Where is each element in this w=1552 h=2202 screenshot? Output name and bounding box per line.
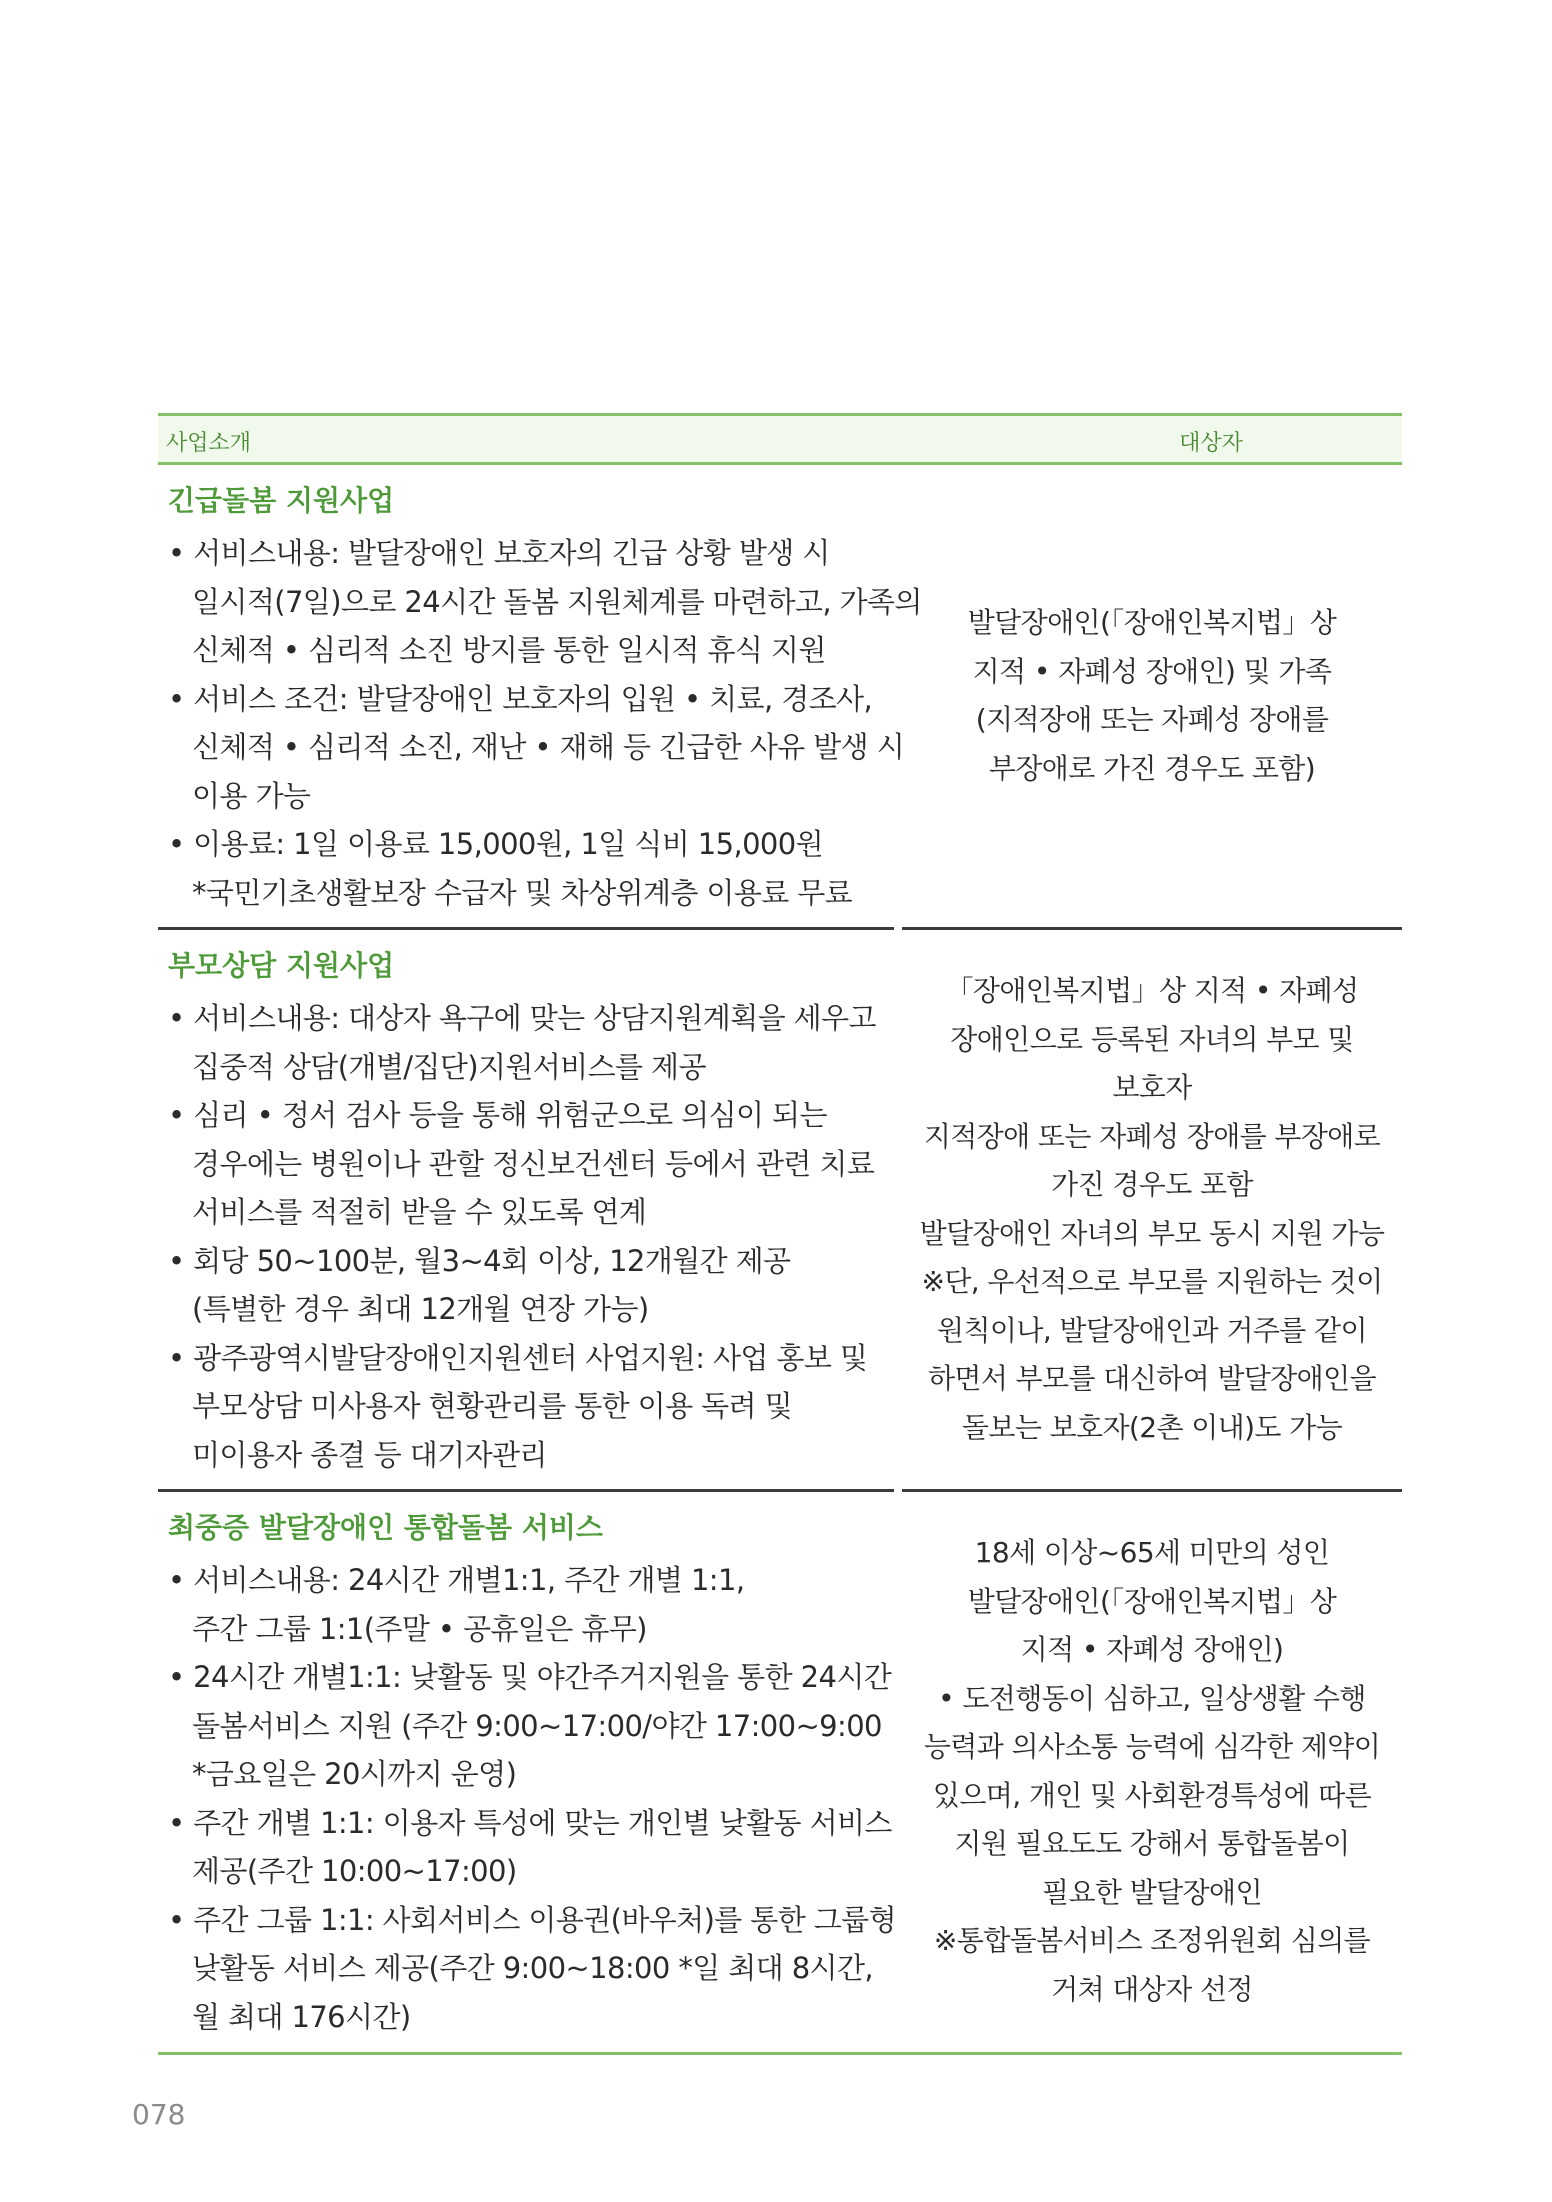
target-line: 능력과 의사소통 능력에 심각한 제약이 xyxy=(923,1730,1381,1763)
bullet-item: • 심리 • 정서 검사 등을 통해 위험군으로 의심이 되는 xyxy=(168,1098,827,1132)
target-line: 있으며, 개인 및 사회환경특성에 따른 xyxy=(932,1778,1372,1812)
bullet-continuation: *국민기초생활보장 수급자 및 차상위계층 이용료 무료 xyxy=(192,875,853,910)
program-table xyxy=(158,413,1402,2051)
table-bottom-rule xyxy=(158,2052,1402,2055)
target-line: 필요한 발달장애인 xyxy=(1042,1875,1262,1909)
bullet-continuation: *금요일은 20시까지 운영) xyxy=(192,1757,517,1791)
bullet-continuation: 집중적 상담(개별/집단)지원서비스를 제공 xyxy=(192,1049,706,1084)
bullet-item: • 서비스 조건: 발달장애인 보호자의 입원 • 치료, 경조사, xyxy=(168,681,873,716)
table-row xyxy=(158,1492,1402,2051)
target-line: (지적장애 또는 자폐성 장애를 xyxy=(975,703,1329,736)
bullet-continuation: 미이용자 종결 등 대기자관리 xyxy=(192,1437,547,1472)
bullet-item: • 서비스내용: 발달장애인 보호자의 긴급 상황 발생 시 xyxy=(168,536,830,570)
header-intro: 사업소개 xyxy=(166,431,252,456)
program-title: 부모상담 지원사업 xyxy=(168,949,395,982)
program-title: 최중증 발달장애인 통합돌봄 서비스 xyxy=(168,1511,603,1544)
target-line: 장애인으로 등록된 자녀의 부모 및 xyxy=(950,1022,1354,1056)
program-intro-cell xyxy=(158,465,922,930)
target-cell xyxy=(902,930,1402,1492)
header-target: 대상자 xyxy=(1179,431,1243,456)
target-line: 보호자 xyxy=(1112,1071,1192,1104)
target-line: ※통합돌봄서비스 조정위원회 심의를 xyxy=(933,1924,1371,1957)
bullet-item: • 회당 50~100분, 월3~4회 이상, 12개월간 제공 xyxy=(168,1243,791,1278)
target-line: ※단, 우선적으로 부모를 지원하는 것이 xyxy=(921,1265,1383,1298)
table-row xyxy=(158,930,1402,1492)
page-number: 078 xyxy=(132,2098,186,2131)
target-line: • 도전행동이 심하고, 일상생활 수행 xyxy=(938,1681,1366,1715)
target-line: 지적 • 자폐성 장애인) 및 가족 xyxy=(972,654,1332,688)
bullet-continuation: 이용 가능 xyxy=(192,778,311,813)
bullet-item: • 이용료: 1일 이용료 15,000원, 1일 식비 15,000원 xyxy=(168,827,824,861)
target-line: 「장애인복지법」상 지적 • 자폐성 xyxy=(945,974,1359,1007)
target-line: 지적장애 또는 자폐성 장애를 부장애로 xyxy=(923,1119,1381,1153)
target-line: 가진 경우도 포함 xyxy=(1051,1168,1253,1201)
bullet-continuation: 제공(주간 10:00~17:00) xyxy=(192,1854,517,1888)
bullet-continuation: 경우에는 병원이나 관할 정신보건센터 등에서 관련 치료 xyxy=(192,1146,875,1181)
bullet-item: • 주간 개별 1:1: 이용자 특성에 맞는 개인별 낮활동 서비스 xyxy=(168,1805,892,1840)
target-line: 부장애로 가진 경우도 포함) xyxy=(988,751,1316,785)
target-line: 발달장애인(「장애인복지법」상 xyxy=(967,1584,1337,1618)
bullet-continuation: 신체적 • 심리적 소진 방지를 통한 일시적 휴식 지원 xyxy=(192,633,826,667)
bullet-item: • 24시간 개별1:1: 낮활동 및 야간주거지원을 통한 24시간 xyxy=(168,1660,892,1694)
table-body xyxy=(158,465,1402,2051)
target-line: 거쳐 대상자 선정 xyxy=(1051,1972,1253,2006)
bullet-continuation: 서비스를 적절히 받을 수 있도록 연계 xyxy=(192,1195,647,1229)
target-line: 하면서 부모를 대신하여 발달장애인을 xyxy=(927,1362,1377,1395)
program-intro-cell xyxy=(158,1492,894,2051)
target-line: 원칙이나, 발달장애인과 거주를 같이 xyxy=(937,1313,1367,1347)
target-cell xyxy=(902,1492,1402,2051)
bullet-continuation: 낮활동 서비스 제공(주간 9:00~18:00 *일 최대 8시간, xyxy=(192,1951,873,1985)
bullet-item: • 광주광역시발달장애인지원센터 사업지원: 사업 홍보 및 xyxy=(168,1340,868,1375)
table-header xyxy=(158,413,1402,465)
bullet-item: • 서비스내용: 대상자 욕구에 맞는 상담지원계획을 세우고 xyxy=(168,1001,876,1035)
bullet-continuation: 주간 그룹 1:1(주말 • 공휴일은 휴무) xyxy=(192,1611,647,1646)
bullet-item: • 주간 그룹 1:1: 사회서비스 이용권(바우처)를 통한 그룹형 xyxy=(168,1902,896,1937)
target-line: 발달장애인(「장애인복지법」상 xyxy=(967,606,1337,639)
target-line: 지적 • 자폐성 장애인) xyxy=(1020,1633,1284,1666)
bullet-continuation: (특별한 경우 최대 12개월 연장 가능) xyxy=(192,1292,649,1326)
program-title: 긴급돌봄 지원사업 xyxy=(168,484,395,517)
target-cell xyxy=(902,465,1402,930)
bullet-continuation: 돌봄서비스 지원 (주간 9:00~17:00/야간 17:00~9:00 xyxy=(192,1708,882,1743)
target-line: 발달장애인 자녀의 부모 동시 지원 가능 xyxy=(919,1216,1385,1250)
bullet-item: • 서비스내용: 24시간 개별1:1, 주간 개별 1:1, xyxy=(168,1563,745,1597)
bullet-continuation: 신체적 • 심리적 소진, 재난 • 재해 등 긴급한 사유 발생 시 xyxy=(192,730,905,764)
target-line: 18세 이상~65세 미만의 성인 xyxy=(974,1536,1330,1569)
bullet-continuation: 일시적(7일)으로 24시간 돌봄 지원체계를 마련하고, 가족의 xyxy=(192,584,922,619)
target-line: 지원 필요도도 강해서 통합돌봄이 xyxy=(954,1827,1350,1860)
bullet-continuation: 월 최대 176시간) xyxy=(192,1999,411,2034)
table-row xyxy=(158,465,1402,930)
target-line: 돌보는 보호자(2촌 이내)도 가능 xyxy=(961,1410,1343,1444)
bullet-continuation: 부모상담 미사용자 현황관리를 통한 이용 독려 및 xyxy=(192,1389,792,1423)
program-intro-cell xyxy=(158,930,894,1492)
